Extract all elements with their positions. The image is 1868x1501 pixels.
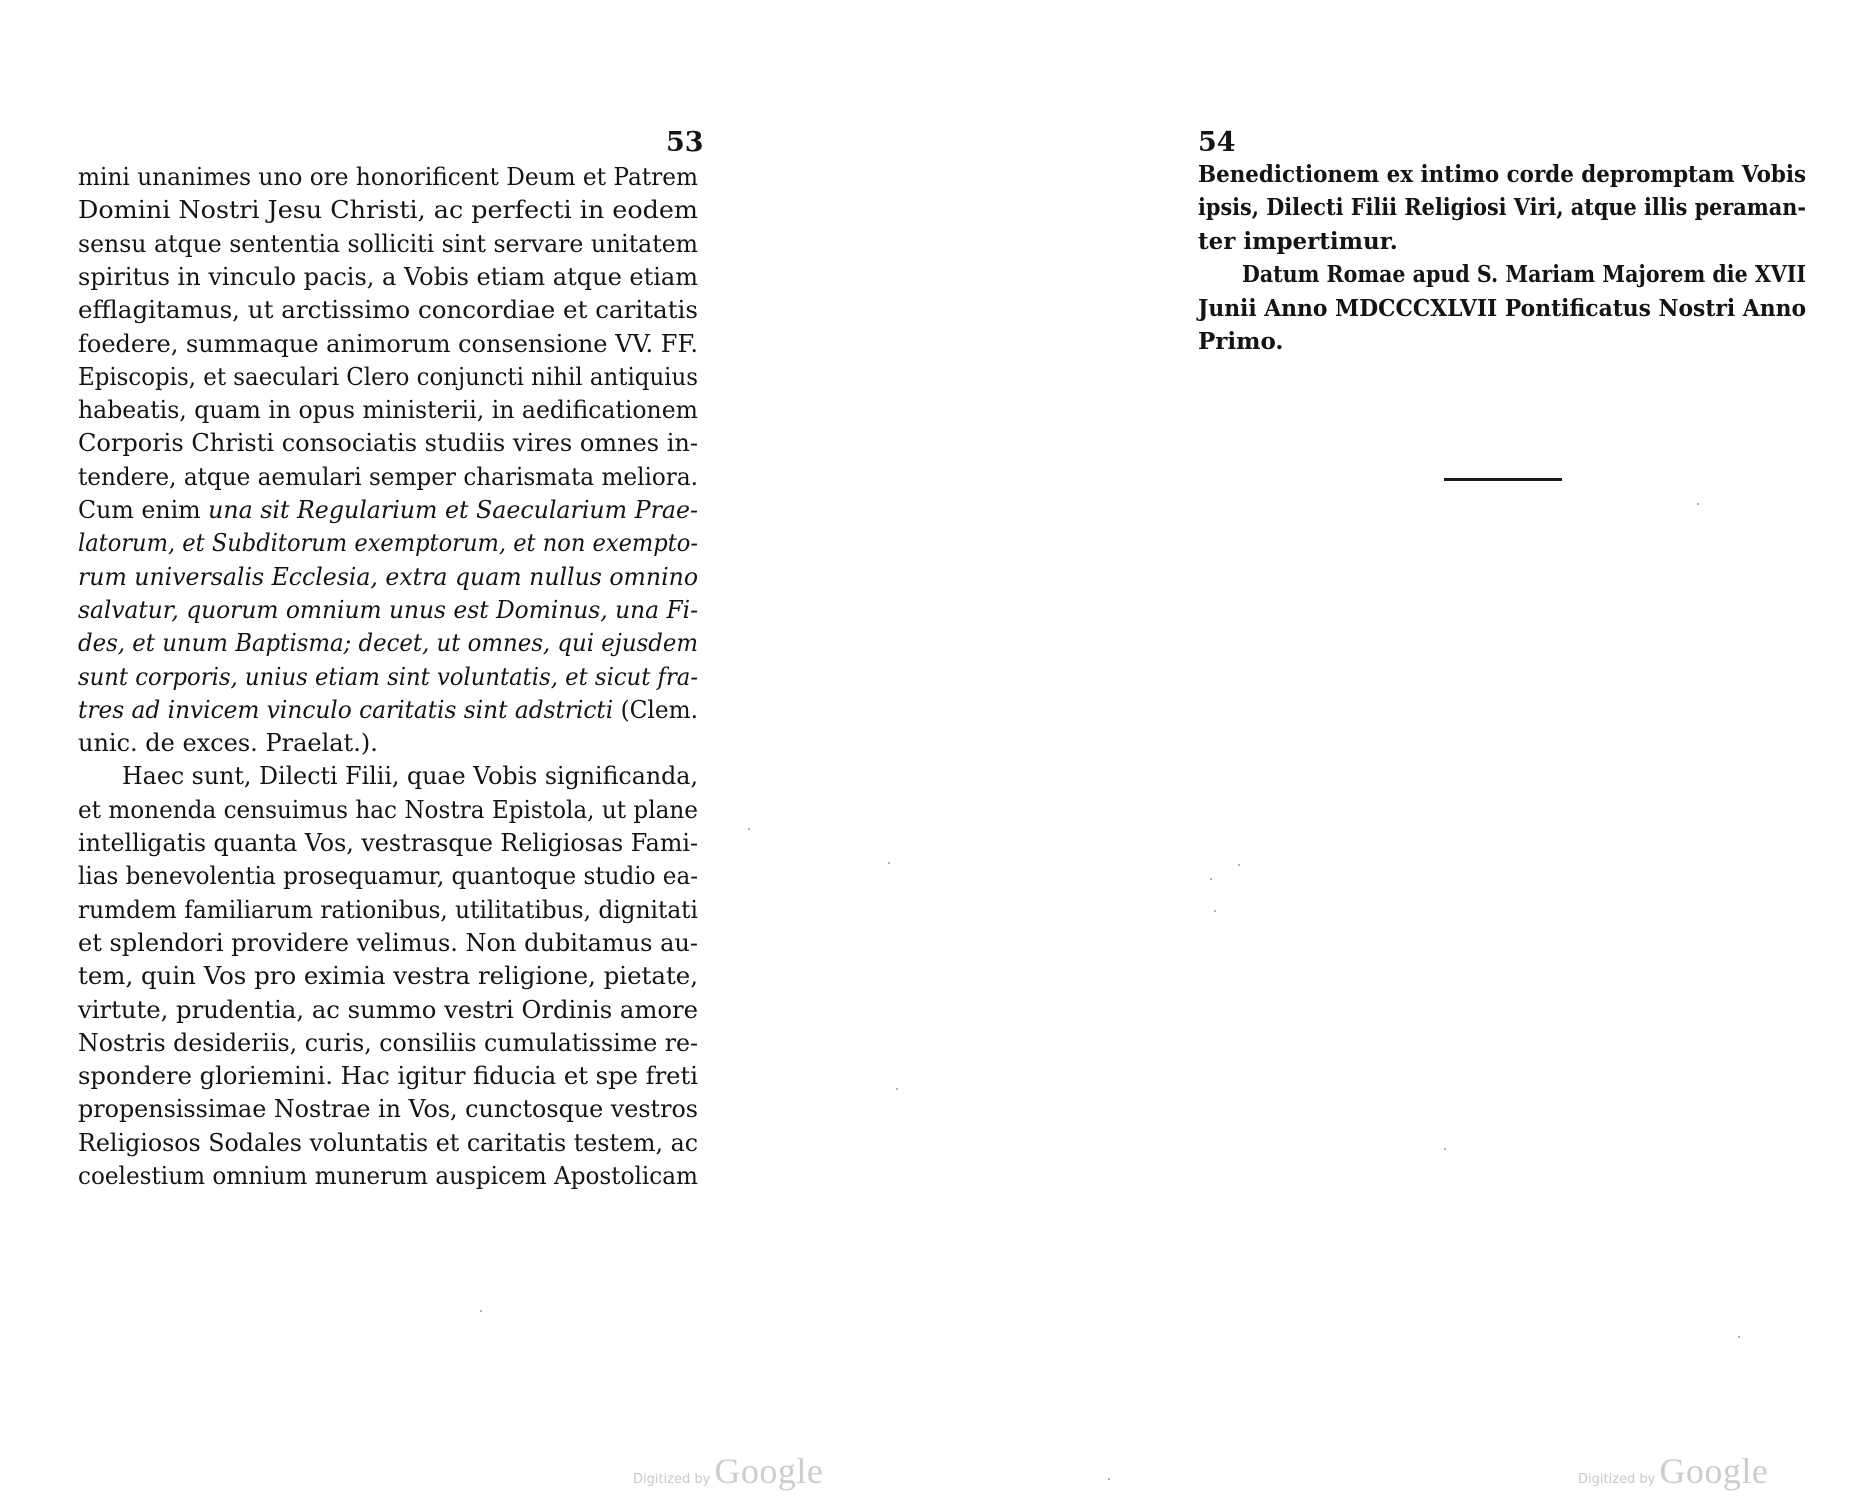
line-text: Junii Anno MDCCCXLVII Pontificatus Nostri Anno [1198,294,1807,322]
line-text: mini unanimes uno ore honorificent Deum et Patrem [78,163,699,191]
line-text: Haec sunt, Dilecti Filii, quae Vobis significanda, [122,762,698,791]
text-line [78,193,698,227]
text-line [78,1159,698,1193]
page-number-left: 53 [666,127,704,158]
scan-speck [1738,1336,1740,1338]
text-line [78,593,698,627]
line-text: sensu atque sententia solliciti sint servare unitatem [78,229,698,258]
text-line [78,560,698,594]
digitized-by-google-watermark-right: Digitized by Google [1578,1451,1769,1491]
left-page-text [78,160,698,1220]
line-text: foedere, summaque animorum consensione VV. FF. [78,329,698,358]
text-line [78,1059,698,1093]
text-line [1198,292,1806,326]
text-line [1242,258,1806,292]
text-line [78,393,698,427]
text-line [78,660,698,694]
line-text: spondere gloriemini. Hac igitur fiducia et spe freti [78,1062,699,1091]
scan-speck [1210,878,1212,880]
text-line [1198,158,1806,192]
text-line [78,526,698,560]
text-line [78,360,698,394]
text-line [78,959,698,993]
scan-speck [1108,1478,1110,1480]
italic-text: tres ad invicem vinculo caritatis sint adstricti [78,695,614,724]
text-line [78,293,698,327]
italic-text: sunt corporis, unius etiam sint voluntatis, et sicut fra- [78,662,699,691]
scan-speck [1697,503,1699,505]
google-logo: Google [1659,1451,1769,1491]
scan-speck [748,828,750,830]
text-line [1198,225,1398,259]
italic-text: latorum, et Subditorum exemptorum, et non exempto- [78,529,698,558]
line-text: Cum enim [78,496,209,524]
text-line [78,626,698,660]
line-text: Domini Nostri Jesu Christi, ac perfecti in eodem [78,196,699,225]
line-text: tendere, atque aemulari semper charismata meliora. [78,462,698,491]
scan-speck [480,1310,482,1312]
line-text: Datum Romae apud S. Mariam Majorem die XVII [1242,261,1807,289]
text-line [78,260,698,294]
line-text: et splendori providere velimus. Non dubitamus au- [78,928,699,957]
line-text: intelligatis quanta Vos, vestrasque Religiosas Fami- [78,829,698,857]
italic-text: salvatur, quorum omnium unus est Dominus, una Fi- [78,595,698,624]
text-line [78,227,698,261]
text-line [78,993,698,1027]
italic-text: una sit Regularium et Saecularium Prae- [208,496,698,524]
italic-text: des, et unum Baptisma; decet, ut omnes, qui ejusdem [78,629,698,658]
text-line [78,1126,698,1160]
page-number-right: 54 [1198,127,1236,158]
line-text: ter impertimur. [1198,227,1398,255]
text-line [78,893,698,927]
line-text: Benedictionem ex intimo corde depromptam Vobis [1198,161,1807,188]
text-line [78,160,698,194]
line-text: tem, quin Vos pro eximia vestra religione, pietate, [78,962,698,991]
text-line [78,926,698,960]
line-text: Primo. [1198,328,1284,355]
text-line [78,726,378,760]
line-text: efflagitamus, ut arctissimo concordiae et caritatis [78,296,698,325]
text-line [78,426,698,460]
text-line [78,1026,698,1060]
scan-speck [1444,1148,1446,1150]
line-text: unic. de exces. Praelat.). [78,729,378,758]
line-text: coelestium omnium munerum auspicem Apostolicam [78,1162,698,1190]
line-text: (Clem. [613,695,699,724]
line-text: virtute, prudentia, ac summo vestri Ordinis amore [78,995,698,1024]
text-line [1198,325,1283,359]
scan-speck [896,1088,898,1090]
line-text: lias benevolentia prosequamur, quantoque studio ea- [78,862,699,891]
text-line [78,460,698,494]
right-page-text [1198,158,1818,358]
line-text: Episcopis, et saeculari Clero conjuncti nihil antiquius [78,362,698,391]
line-text: et monenda censuimus hac Nostra Epistola, ut plane [78,795,699,824]
line-text: ipsis, Dilecti Filii Religiosi Viri, atque illis peraman- [1198,194,1807,222]
text-line [78,1092,698,1126]
scan-speck [888,862,890,864]
italic-text: rum universalis Ecclesia, extra quam nullus omnino [78,562,699,591]
text-line [78,826,698,860]
line-text: Nostris desideriis, curis, consiliis cumulatissime re- [78,1028,699,1057]
line-text: propensissimae Nostrae in Vos, cunctosque vestros [78,1095,699,1124]
text-line [78,493,698,527]
text-line [78,693,698,727]
text-line [78,327,698,361]
google-logo: Google [714,1451,824,1491]
line-text: Corporis Christi consociatis studiis vires omnes in- [78,429,699,458]
line-text: spiritus in vinculo pacis, a Vobis etiam atque etiam [78,262,698,291]
scan-speck [1238,864,1240,866]
text-line [78,859,698,893]
text-line [122,759,698,793]
text-line [1198,191,1806,225]
closing-rule [1444,478,1562,481]
text-line [78,793,698,827]
digitized-by-google-watermark-left: Digitized by Google [633,1451,824,1491]
line-text: Religiosos Sodales voluntatis et caritatis testem, ac [78,1128,699,1157]
scan-speck [1214,910,1216,912]
line-text: rumdem familiarum rationibus, utilitatibus, dignitati [78,895,698,924]
line-text: habeatis, quam in opus ministerii, in aedificationem [78,396,698,425]
